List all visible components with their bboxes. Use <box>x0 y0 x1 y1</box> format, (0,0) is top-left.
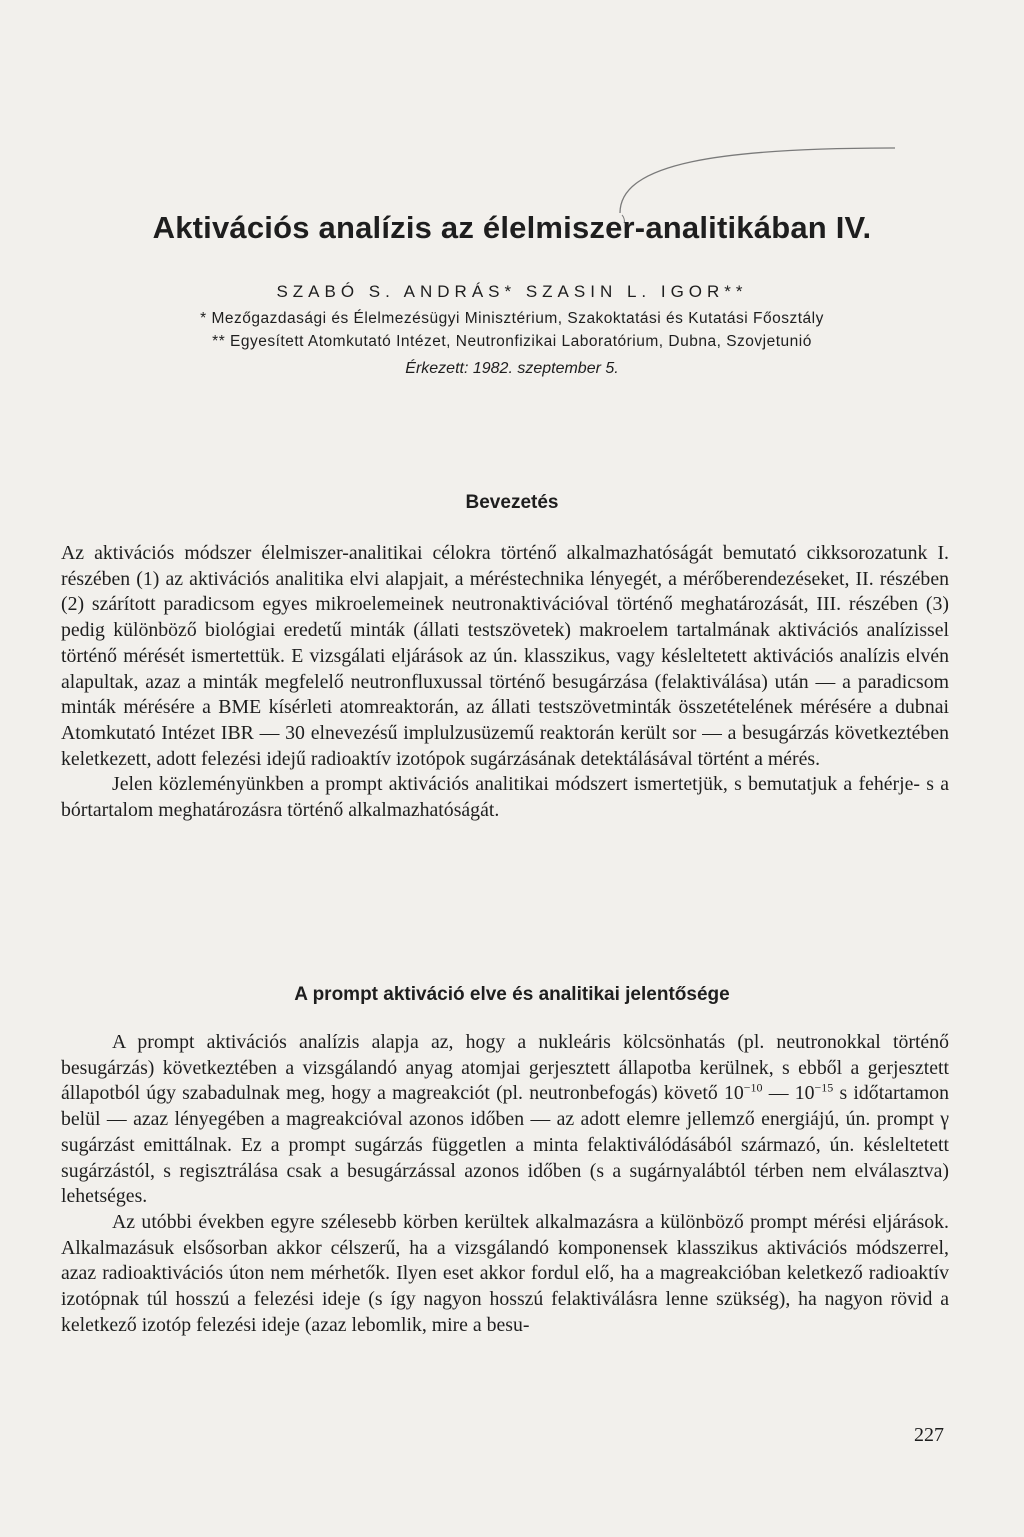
section-body-introduction <box>61 541 949 824</box>
paragraph: Jelen közleményünkben a prompt aktivációs analitikai módszert ismertetjük, s bemutatjuk a fehérje- s a bórtartalom meghatározásra történő alkalmazhatóságát. <box>61 773 949 822</box>
section-heading-introduction: Bevezetés <box>465 492 559 513</box>
paragraph: Az utóbbi években egyre szélesebb körben kerültek alkalmazásra a különböző prompt mérési eljárások. Alkalmazásuk elsősorban akkor célszerű, ha a vizsgálandó komponensek klasszikus aktivációs módszerrel, azaz radioaktivációs úton nem mérhetők. Ilyen eset akkor fordul elő, ha a magreakcióban keletkező radioaktív izotópnak túl hosszú a felezési ideje (s így nagyon hosszú felaktiválásra lenne szükség), ha nagyon rövid a keletkező izotóp felezési ideje (azaz lebomlik, mire a besu- <box>61 1210 949 1336</box>
section-heading-prompt-activation: A prompt aktiváció elve és analitikai jelentősége <box>294 984 730 1005</box>
received-date: Érkezett: 1982. szeptember 5. <box>405 360 619 377</box>
page-number: 227 <box>914 1424 944 1446</box>
author-line: SZABÓ S. ANDRÁS* SZASIN L. IGOR** <box>276 282 748 301</box>
paragraph: Az aktivációs módszer élelmiszer-analitikai célokra történő alkalmazhatóságát bemutató cikksorozatunk I. részében (1) az aktivációs analitika elvi alapjait, a méréstechnika lényegét, a mérőberendezéseket, II. részében (2) szárított paradicsom egyes mikroelemeinek neutronaktivációval történő meghatározását, III. részében (3) pedig különböző biológiai eredetű minták (állati testszövetek) makroelem tartalmának aktivációs analízissel történő mérését ismertettük. E vizsgálati eljárások az ún. klasszikus, vagy késleltetett aktivációs analízis elvén alapultak, azaz a minták megfelelő neutronfluxussal történő besugárzása (felaktiválása) után — a paradicsom minták mérésére a BME kísérleti atomreaktorán, az állati testszövetminták összetételének mérésére a dubnai Atomkutató Intézet IBR — 30 elnevezésű implulzusüzemű reaktorán került sor — a besugárzás következtében keletkezett, adott felezési idejű radioaktív izotópok sugárzásának detektálásával történt a mérés. <box>61 542 949 770</box>
affiliation-2: ** Egyesített Atomkutató Intézet, Neutronfizikai Laboratórium, Dubna, Szovjetunió <box>212 333 812 350</box>
section-body-prompt-activation <box>61 1030 949 1338</box>
article-title: Aktivációs analízis az élelmiszer-analitikában IV. <box>152 210 872 245</box>
affiliation-1: * Mezőgazdasági és Élelmezésügyi Minisztérium, Szakoktatási és Kutatási Főosztály <box>200 310 824 327</box>
paragraph: A prompt aktivációs analízis alapja az, hogy a nukleáris kölcsönhatás (pl. neutronokkal történő besugárzás) következtében a vizsgálandó anyag atomjai gerjesztett állapotba kerülnek, s ebből a gerjesztett állapotból úgy szabadulnak meg, hogy a magreakciót (pl. neutronbefogás) követő $10^{-10}$ — $10^{-15}$ s időtartamon belül — azaz lényegében a magreakcióval azonos időben — az adott elemre jellemző energiájú, ún. prompt γ sugárzást emittálnak. Ez a prompt sugárzás független a minta felaktiválódásából származó, ún. késleltetett sugárzástól, s regisztrálása csak a besugárzással azonos időben (s a sugárnyalábtól térben nem elválasztva) lehetséges. <box>61 1031 950 1208</box>
